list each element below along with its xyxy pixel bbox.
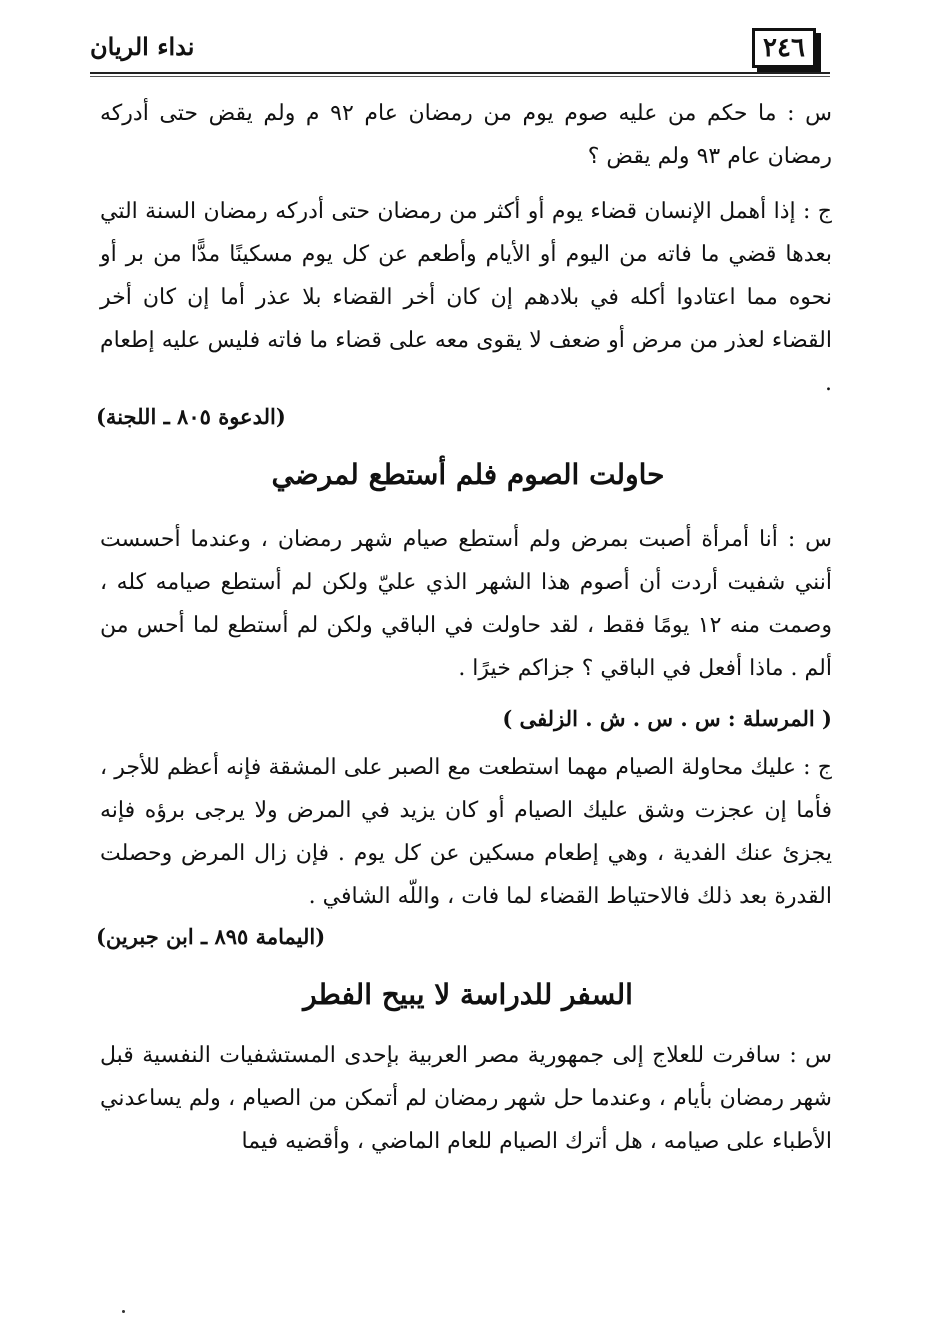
section-title-3: السفر للدراسة لا يبيح الفطر: [303, 978, 633, 1011]
sender-2: ( المرسلة : س . س . ش . الزلفى ): [502, 706, 832, 731]
question-2: س : أنا أمرأة أصبت بمرض ولم أستطع صيام شهر رمضان ، وعندما أحسست أنني شفيت أردت أن أصوم هذا الشهر الذي عليّ ولكن لم أستطع صيامه كله ، وصمت منه ١٢ يومًا فقط ، لقد حاولت في الباقي ولكن لم أستطع لما أحس من ألم . ماذا أفعل في الباقي ؟ جزاكم خيرًا .: [100, 527, 832, 681]
section-title-2: حاولت الصوم فلم أستطع لمرضي: [271, 458, 665, 491]
scan-speck: [122, 1310, 125, 1313]
page-header: [80, 22, 840, 78]
source-1: (الدعوة ٨٠٥ ـ اللجنة): [96, 404, 286, 429]
answer-1: ج : إذا أهمل الإنسان قضاء يوم أو أكثر من رمضان حتى أدركه رمضان السنة التي بعدها قضي ما فاته من اليوم أو الأيام وأطعم عن كل يوم مسكينًا مدًّا من بر أو نحوه مما اعتادوا أكله في بلادهم إن كان أخر القضاء بلا عذر أما إن كان أخر القضاء لعذر من مرض أو ضعف لا يقوى معه على قضاء ما فاته فليس عليه إطعام .: [100, 199, 832, 396]
question-1: س : ما حكم من عليه صوم يوم من رمضان عام ٩٢ م ولم يقض حتى أدركه رمضان عام ٩٣ ولم يقض ؟: [100, 101, 832, 169]
question-3: س : سافرت للعلاج إلى جمهورية مصر العربية بإحدى المستشفيات النفسية قبل شهر رمضان بأيام ، وعندما حل شهر رمضان لم أتمكن من الصيام ، ولم يساعدني الأطباء على صيامه ، هل أترك الصيام للعام الماضي ، وأقضيه فيما: [100, 1043, 832, 1154]
source-2: (اليمامة ٨٩٥ ـ ابن جبرين): [96, 924, 326, 949]
book-title: نداء الريان: [90, 32, 195, 61]
header-rule: [90, 72, 830, 74]
header-rule-thin: [90, 76, 830, 77]
answer-2: ج : عليك محاولة الصيام مهما استطعت مع الصبر على المشقة فإنه أعظم للأجر ، فأما إن عجزت وشق عليك الصيام أو كان يزيد في المرض ولا يرجى برؤه فإنه يجزئ عنك الفدية ، وهي إطعام مسكين عن كل يوم . فإن زال المرض وحصلت القدرة بعد ذلك فالاحتياط القضاء لما فات ، واللّه الشافي .: [100, 755, 832, 909]
page-number: ٢٤٦: [752, 28, 816, 68]
